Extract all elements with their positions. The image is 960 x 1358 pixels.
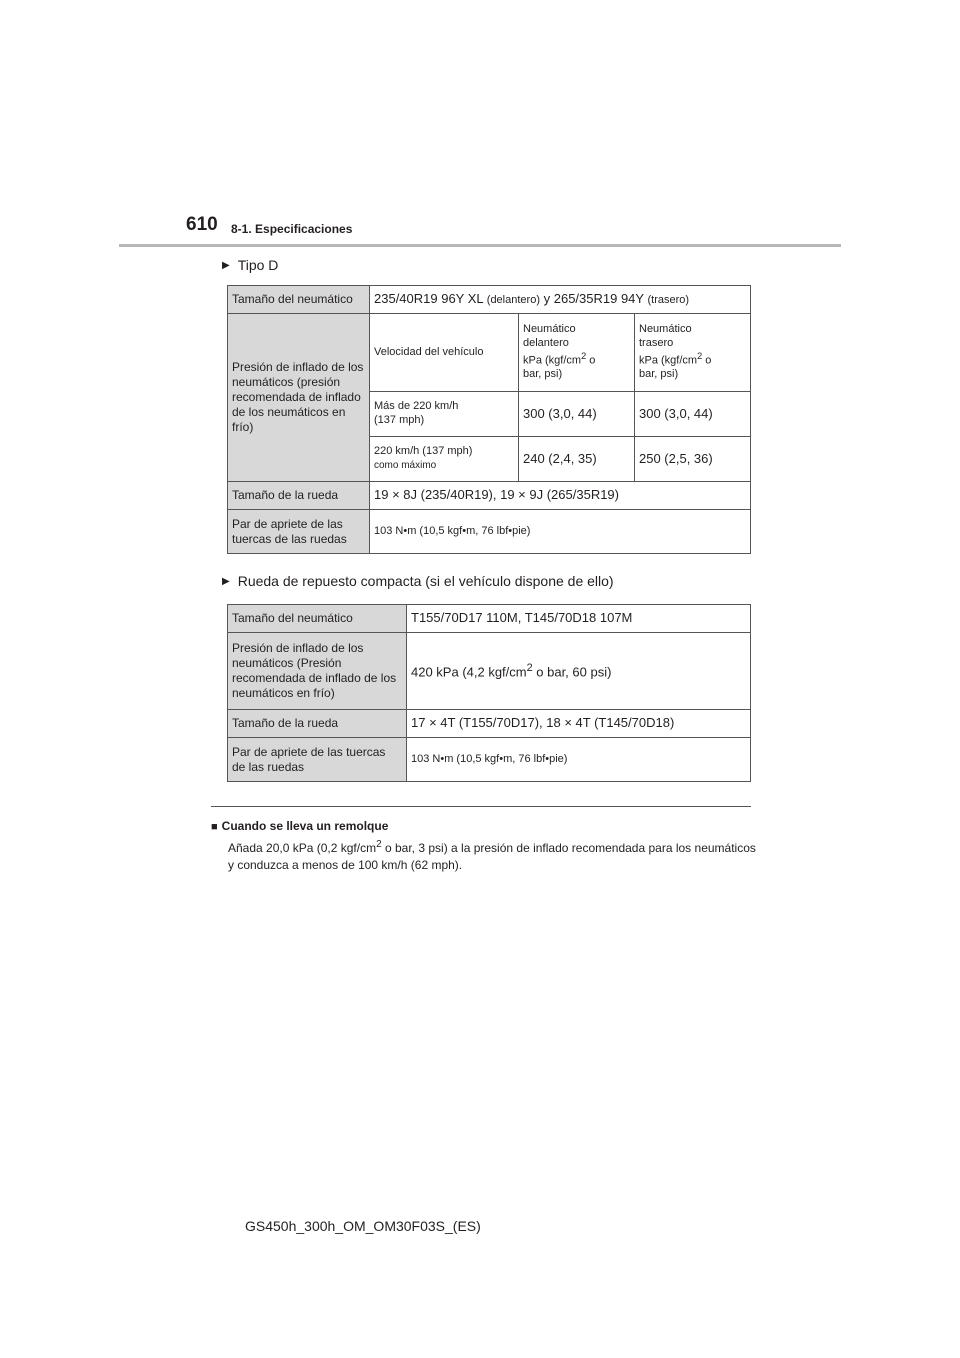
front-header-line: Neumático bbox=[523, 323, 576, 336]
tire-size-front-value: 235/40R19 96Y XL bbox=[374, 291, 484, 307]
speed-line: como máximo bbox=[374, 460, 437, 471]
pressure-label: Presión de inflado de los neumáticos (presión recomendada de inflado de los neumáticos en frío) bbox=[228, 314, 370, 482]
speed-line: 220 km/h (137 mph) bbox=[374, 445, 473, 458]
front-header-line: kPa (kgf/cm bbox=[523, 354, 582, 367]
speed-header: Velocidad del vehículo bbox=[370, 314, 519, 392]
front-tire-header bbox=[519, 314, 635, 392]
section-title: 8-1. Especificaciones bbox=[231, 222, 353, 236]
spare-heading-text: Rueda de repuesto compacta (si el vehículo dispone de ello) bbox=[237, 573, 614, 589]
note-text-part: Añada 20,0 kPa (0,2 kgf/cm bbox=[228, 841, 377, 855]
superscript: 2 bbox=[526, 661, 533, 674]
front-header-line: bar, psi) bbox=[523, 368, 563, 381]
type-d-heading bbox=[222, 257, 278, 273]
rear-header-line: Neumático bbox=[639, 323, 692, 336]
table-row bbox=[228, 605, 751, 633]
torque-label: Par de apriete de las tuercas de las ruedas bbox=[228, 510, 370, 554]
table-row bbox=[228, 738, 751, 782]
table-row bbox=[228, 482, 751, 510]
type-d-heading-text: Tipo D bbox=[237, 257, 279, 273]
front-header-line: delantero bbox=[523, 336, 569, 349]
tire-size-rear-note: (trasero) bbox=[647, 294, 690, 307]
spare-wheel-size-value: 17 × 4T (T155/70D17), 18 × 4T (T145/70D18) bbox=[407, 710, 751, 738]
rear-header-line: trasero bbox=[639, 336, 674, 349]
rear-header-line: o bbox=[702, 354, 712, 367]
rear-pressure-cell: 300 (3,0, 44) bbox=[635, 392, 751, 437]
tire-size-connector: y bbox=[543, 291, 551, 307]
front-pressure-cell: 240 (2,4, 35) bbox=[519, 437, 635, 482]
note-text-part: o bar, 3 psi) a la presión de inflado recomendada para los neumáticos y conduzca a menos de 100 km/h (62 mph). bbox=[228, 841, 756, 873]
table-row bbox=[228, 633, 751, 710]
document-id: GS450h_300h_OM_OM30F03S_(ES) bbox=[245, 1218, 481, 1234]
spare-pressure-value bbox=[407, 633, 751, 710]
wheel-size-value: 19 × 8J (235/40R19), 19 × 9J (265/35R19) bbox=[370, 482, 751, 510]
superscript: 2 bbox=[581, 350, 587, 361]
speed-cell bbox=[370, 437, 519, 482]
note-text bbox=[228, 838, 758, 875]
rear-tire-header bbox=[635, 314, 751, 392]
type-d-spec-table bbox=[227, 285, 751, 554]
spare-torque-label: Par de apriete de las tuercas de las ruedas bbox=[228, 738, 407, 782]
note-title-text: Cuando se lleva un remolque bbox=[221, 819, 389, 833]
spare-heading bbox=[222, 573, 614, 589]
superscript: 2 bbox=[697, 350, 703, 361]
pressure-text: 420 kPa (4,2 kgf/cm bbox=[411, 664, 527, 680]
tire-size-value bbox=[370, 286, 751, 314]
front-header-line: o bbox=[586, 354, 596, 367]
pressure-text: o bar, 60 psi) bbox=[532, 664, 612, 680]
tire-size-rear-value: 265/35R19 94Y bbox=[553, 291, 644, 307]
bullet-triangle-icon: ▶ bbox=[222, 575, 230, 587]
tire-size-front-note: (delantero) bbox=[486, 294, 540, 307]
table-row bbox=[228, 510, 751, 554]
speed-line: Más de 220 km/h bbox=[374, 400, 459, 413]
table-row bbox=[228, 710, 751, 738]
table-row bbox=[228, 286, 751, 314]
rear-pressure-cell: 250 (2,5, 36) bbox=[635, 437, 751, 482]
table-row bbox=[228, 314, 751, 392]
torque-value: 103 N•m (10,5 kgf•m, 76 lbf•pie) bbox=[370, 510, 751, 554]
spare-torque-value: 103 N•m (10,5 kgf•m, 76 lbf•pie) bbox=[407, 738, 751, 782]
wheel-size-label: Tamaño de la rueda bbox=[228, 482, 370, 510]
rear-header-line: kPa (kgf/cm bbox=[639, 354, 698, 367]
note-title bbox=[211, 819, 388, 833]
header-divider bbox=[119, 244, 841, 247]
spare-tire-size-label: Tamaño del neumático bbox=[228, 605, 407, 633]
tire-size-label: Tamaño del neumático bbox=[228, 286, 370, 314]
superscript: 2 bbox=[376, 839, 382, 850]
square-bullet-icon: ■ bbox=[211, 821, 218, 833]
bullet-triangle-icon: ▶ bbox=[222, 259, 230, 271]
front-pressure-cell: 300 (3,0, 44) bbox=[519, 392, 635, 437]
speed-line: (137 mph) bbox=[374, 414, 425, 426]
spare-spec-table bbox=[227, 604, 751, 782]
rear-header-line: bar, psi) bbox=[639, 368, 679, 381]
note-divider bbox=[211, 806, 751, 807]
speed-cell bbox=[370, 392, 519, 437]
spare-wheel-size-label: Tamaño de la rueda bbox=[228, 710, 407, 738]
spare-pressure-label: Presión de inflado de los neumáticos (Presión recomendada de inflado de los neumáticos en frío) bbox=[228, 633, 407, 710]
page-number: 610 bbox=[186, 214, 218, 235]
spare-tire-size-value: T155/70D17 110M, T145/70D18 107M bbox=[407, 605, 751, 633]
